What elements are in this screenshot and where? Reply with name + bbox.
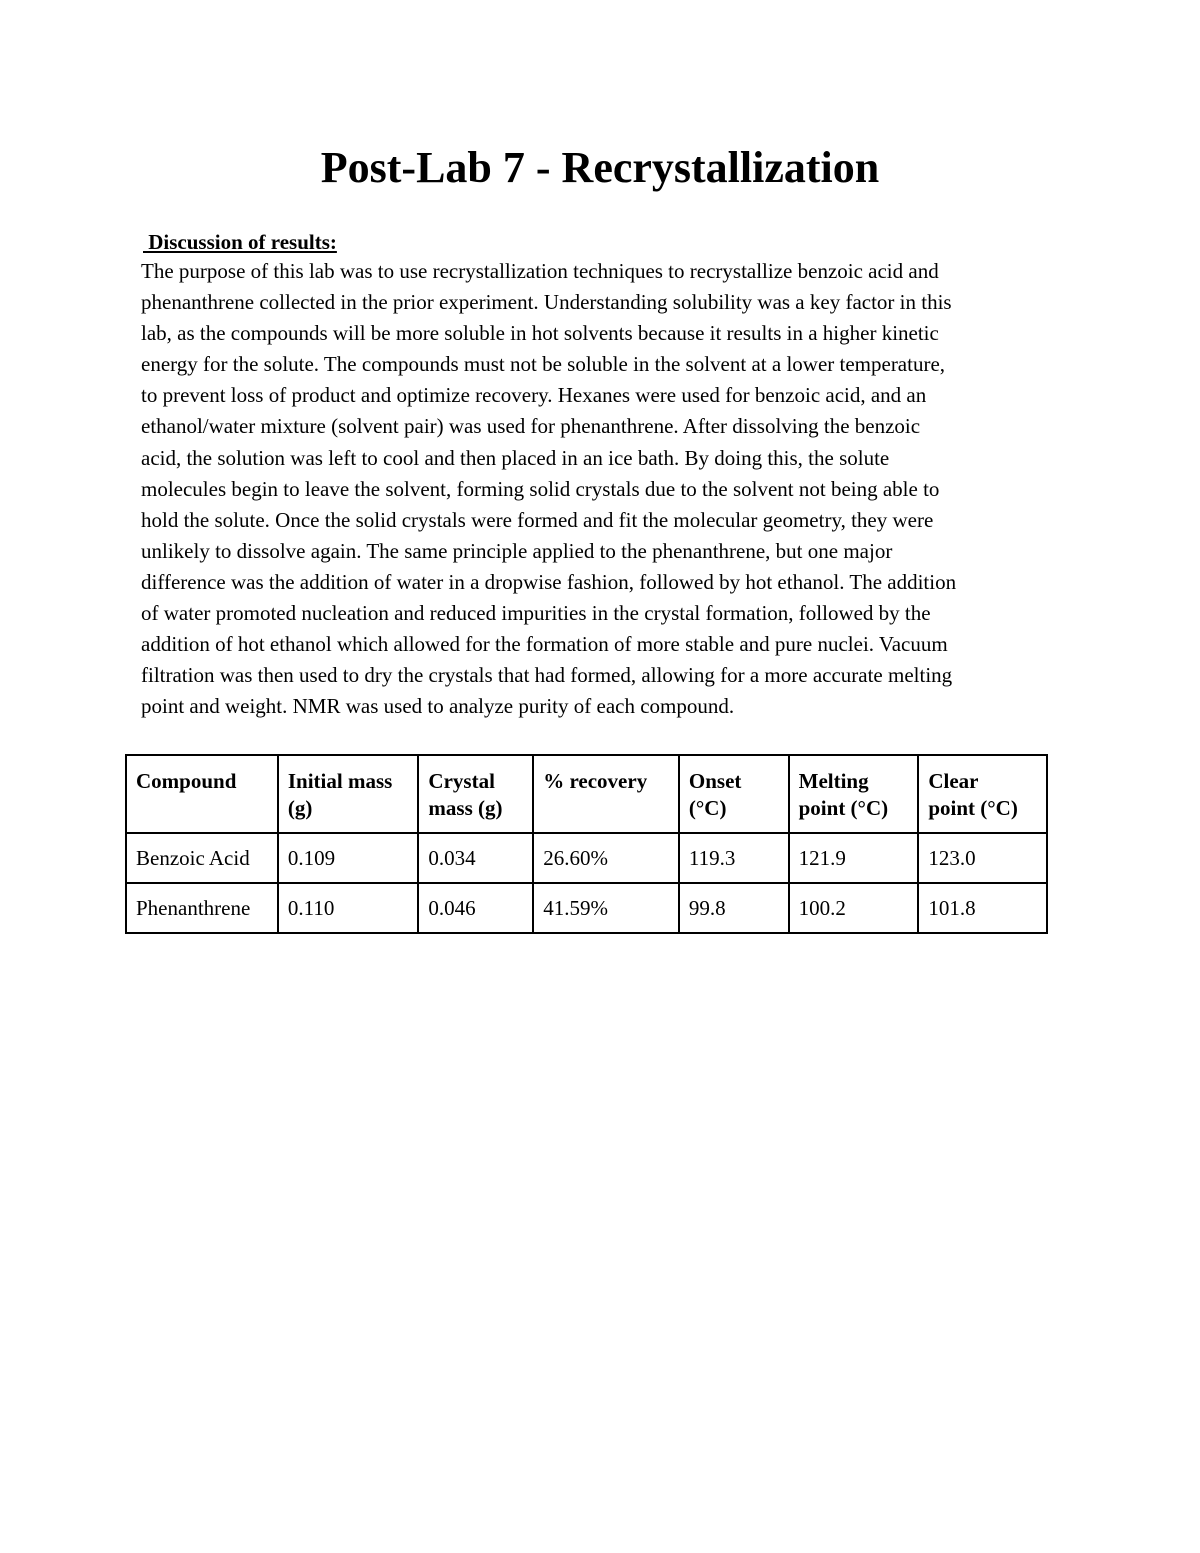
header-melting-point: Melting point (°C) bbox=[789, 755, 919, 833]
cell-onset: 119.3 bbox=[679, 833, 789, 883]
header-clear-point: Clear point (°C) bbox=[918, 755, 1047, 833]
paragraph-line: acid, the solution was left to cool and then placed in an ice bath. By doing this, the solute bbox=[141, 445, 890, 470]
table-header-row bbox=[126, 755, 1047, 833]
cell-percent-recovery: 26.60% bbox=[533, 833, 679, 883]
header-percent-recovery: % recovery bbox=[533, 755, 679, 833]
table-row bbox=[126, 833, 1047, 883]
cell-onset: 99.8 bbox=[679, 883, 789, 933]
header-crystal-mass: Crystal mass (g) bbox=[418, 755, 533, 833]
cell-clear-point: 101.8 bbox=[918, 883, 1047, 933]
paragraph-line: hold the solute. Once the solid crystals were formed and fit the molecular geometry, they were bbox=[141, 507, 934, 532]
paragraph-line: filtration was then used to dry the crystals that had formed, allowing for a more accurate melting bbox=[141, 663, 953, 688]
cell-compound: Phenanthrene bbox=[126, 883, 278, 933]
paragraph-line: to prevent loss of product and optimize recovery. Hexanes were used for benzoic acid, and an bbox=[141, 383, 927, 408]
section-heading-discussion: Discussion of results: bbox=[143, 230, 337, 254]
paragraph-line: energy for the solute. The compounds must not be soluble in the solvent at a lower temperature, bbox=[141, 352, 946, 377]
paragraph-line: molecules begin to leave the solvent, forming solid crystals due to the solvent not being able to bbox=[141, 476, 940, 501]
header-onset: Onset (°C) bbox=[679, 755, 789, 833]
paragraph-line: of water promoted nucleation and reduced impurities in the crystal formation, followed by the bbox=[141, 601, 931, 626]
discussion-paragraph bbox=[141, 256, 1061, 722]
paragraph-line: difference was the addition of water in a dropwise fashion, followed by hot ethanol. The addition bbox=[141, 569, 957, 594]
cell-initial-mass: 0.109 bbox=[278, 833, 419, 883]
document-title: Post-Lab 7 - Recrystallization bbox=[320, 143, 880, 192]
paragraph-line: point and weight. NMR was used to analyze purity of each compound. bbox=[141, 694, 735, 719]
paragraph-line: lab, as the compounds will be more soluble in hot solvents because it results in a higher kinetic bbox=[141, 321, 939, 346]
cell-melting-point: 100.2 bbox=[789, 883, 919, 933]
paragraph-line: The purpose of this lab was to use recrystallization techniques to recrystallize benzoic acid and bbox=[141, 259, 939, 283]
cell-initial-mass: 0.110 bbox=[278, 883, 419, 933]
table-row bbox=[126, 883, 1047, 933]
header-compound: Compound bbox=[126, 755, 278, 833]
cell-crystal-mass: 0.046 bbox=[418, 883, 533, 933]
header-initial-mass: Initial mass (g) bbox=[278, 755, 419, 833]
cell-percent-recovery: 41.59% bbox=[533, 883, 679, 933]
cell-compound: Benzoic Acid bbox=[126, 833, 278, 883]
cell-crystal-mass: 0.034 bbox=[418, 833, 533, 883]
cell-clear-point: 123.0 bbox=[918, 833, 1047, 883]
paragraph-line: phenanthrene collected in the prior experiment. Understanding solubility was a key factor in this bbox=[141, 290, 952, 315]
paragraph-line: addition of hot ethanol which allowed for the formation of more stable and pure nuclei. Vacuum bbox=[141, 632, 948, 657]
results-table bbox=[125, 754, 1048, 934]
paragraph-line: unlikely to dissolve again. The same principle applied to the phenanthrene, but one major bbox=[141, 538, 893, 563]
cell-melting-point: 121.9 bbox=[789, 833, 919, 883]
paragraph-line: ethanol/water mixture (solvent pair) was used for phenanthrene. After dissolving the benzoic bbox=[141, 414, 921, 439]
